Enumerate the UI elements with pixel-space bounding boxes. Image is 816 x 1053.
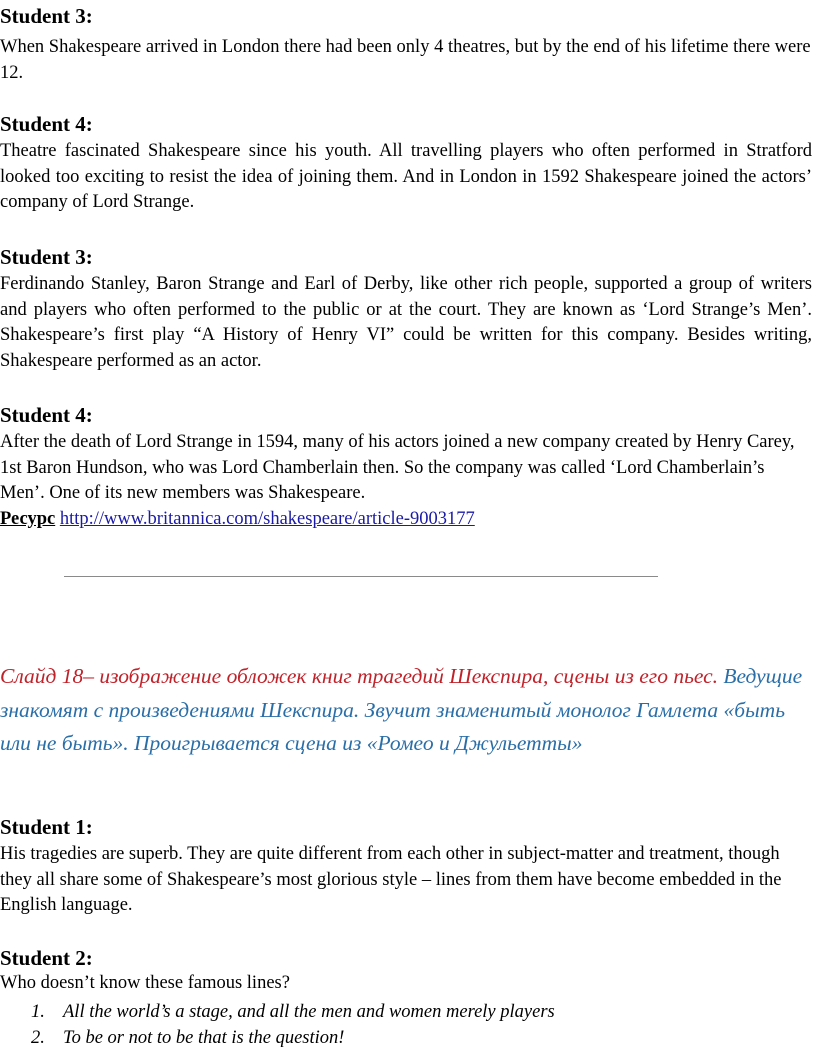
list-number: 1. — [31, 1002, 45, 1022]
resource-label: Ресурс — [0, 508, 56, 529]
dialogue-section-6 — [0, 946, 812, 997]
quote-text: To be or not to be that is the question! — [63, 1027, 345, 1048]
speaker-label: Student 2: — [0, 946, 93, 970]
resource-line — [0, 507, 812, 533]
speaker-label: Student 4: — [0, 403, 93, 427]
dialogue-section-5 — [0, 815, 812, 919]
resource-link[interactable]: http://www.britannica.com/shakespeare/article-9003177 — [59, 508, 475, 529]
dialogue-section-2 — [0, 112, 812, 216]
dialogue-section-4 — [0, 403, 812, 532]
list-item — [0, 1026, 812, 1052]
dialogue-text: Ferdinando Stanley, Baron Strange and Earl of Derby, like other rich people, supported a group of writers and players who often performed to the public or at the court. They are known as ‘Lord Strange’s Men’. Shakespeare’s first play “A History of Henry VI” could be written for this company. Besides writing, Shakespeare performed as an actor. — [0, 274, 812, 371]
list-item — [0, 1000, 812, 1026]
dialogue-text: After the death of Lord Strange in 1594, many of his actors joined a new company created by Henry Carey, 1st Baron Hundson, who was Lord Chamberlain then. So the company was called ‘Lord Chamberlain’s Men’. One of its new members was Shakespeare. — [0, 432, 795, 503]
famous-lines-list — [0, 1000, 812, 1051]
slide-note-blue: Ведущие знакомят с произведениями Шекспира. Звучит знаменитый монолог Гамлета «быть или не быть». Проигрывается сцена из «Ромео и Джульетты» — [0, 664, 803, 755]
slide-note-red: Слайд 18– изображение обложек книг трагедий Шекспира, сцены из его пьес. — [0, 664, 719, 688]
dialogue-text: Theatre fascinated Shakespeare since his youth. All travelling players who often performed in Stratford looked too exciting to resist the idea of joining them. And in London in 1592 Shakespeare joined the actors’ company of Lord Strange. — [0, 141, 812, 212]
slide-note — [0, 660, 812, 761]
speaker-label: Student 1: — [0, 815, 93, 839]
speaker-label: Student 3: — [0, 245, 93, 269]
speaker-label: Student 4: — [0, 112, 93, 136]
horizontal-divider — [64, 576, 658, 577]
dialogue-text: His tragedies are superb. They are quite different from each other in subject-matter and treatment, though they all share some of Shakespeare’s most glorious style – lines from them have become embedded in the English language. — [0, 844, 782, 915]
quote-text: All the world’s a stage, and all the men and women merely players — [63, 1002, 555, 1022]
speaker-label: Student 3: — [0, 4, 93, 28]
dialogue-section-1 — [0, 4, 812, 86]
dialogue-section-3 — [0, 245, 812, 374]
list-number: 2. — [31, 1027, 45, 1048]
dialogue-text: Who doesn’t know these famous lines? — [0, 973, 290, 993]
dialogue-text: When Shakespeare arrived in London there had been only 4 theatres, but by the end of his lifetime there were 12. — [0, 37, 811, 83]
